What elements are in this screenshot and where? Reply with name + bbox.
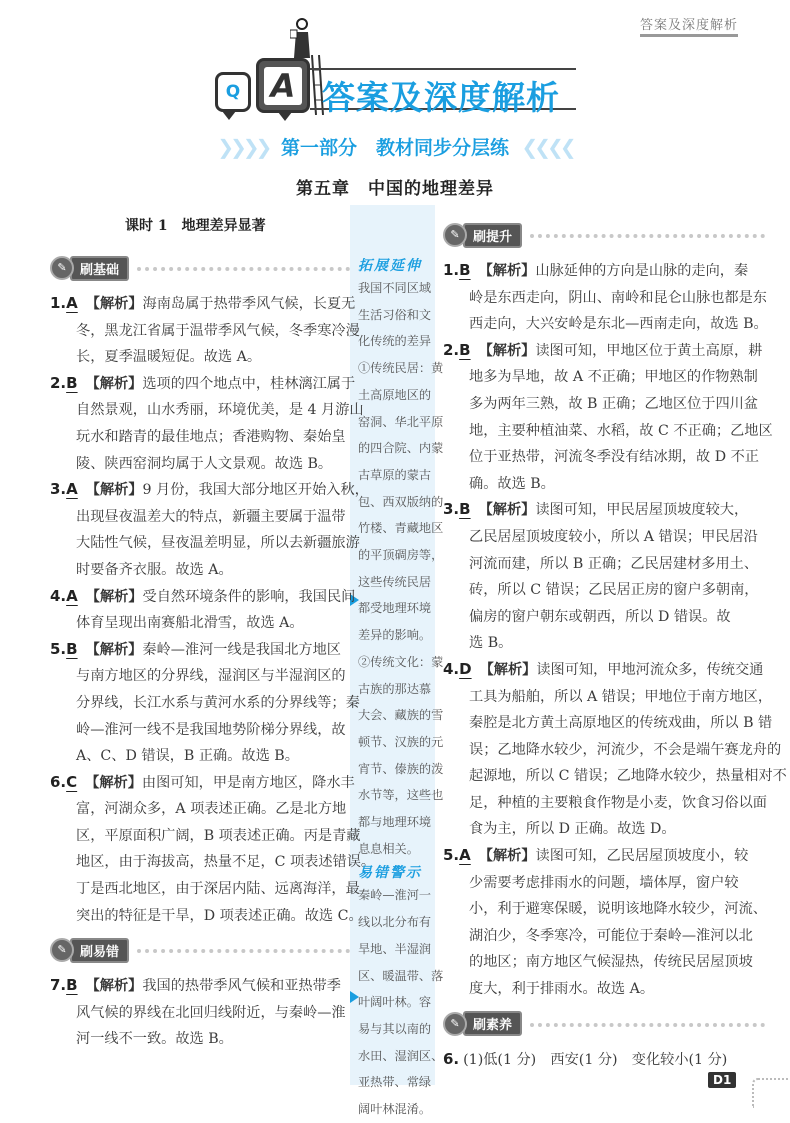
sidebar-line: 窑洞、华北平原 xyxy=(358,414,444,429)
chevron-left-icon: ❮❮❮❮ xyxy=(515,135,573,159)
answer-line xyxy=(443,949,765,976)
sidebar-line: 叶阔叶林。容 xyxy=(358,995,432,1010)
reader-figure-icon xyxy=(290,18,312,58)
answer-line xyxy=(443,604,765,631)
answer-item xyxy=(50,291,360,371)
answer-line xyxy=(50,451,350,478)
answer-line xyxy=(50,477,369,504)
chapter-title: 第五章 中国的地理差异 xyxy=(296,179,494,199)
answer-line xyxy=(50,371,356,398)
speech-tail-icon xyxy=(222,111,236,120)
answer-line xyxy=(50,557,350,584)
answer-line xyxy=(443,497,765,524)
answer-item xyxy=(50,477,369,583)
sidebar-line: 化传统的差异 xyxy=(358,334,432,349)
answer-line xyxy=(443,258,765,285)
line-text: 误；乙地降水较少，河流少，不会是端午赛龙舟的 xyxy=(469,741,782,758)
section-tag xyxy=(443,1013,765,1035)
sidebar-line: 古族的那达慕 xyxy=(358,681,432,696)
answer-line xyxy=(443,364,765,391)
line-text: 起源地，所以 C 错误；乙地降水较少，热量相对不 xyxy=(469,768,787,785)
sidebar-line: 易与其以南的 xyxy=(358,1021,432,1036)
answer-line xyxy=(50,770,355,797)
sidebar-line: 水田、湿润区、 xyxy=(358,1048,444,1063)
section-tag-label: 刷素养 xyxy=(463,1011,522,1036)
answer-letter: D xyxy=(459,659,472,678)
line-text: 读图可知，甲地河流众多，传统交通 xyxy=(536,661,764,678)
analysis-label: 【解析】 xyxy=(478,502,536,519)
sidebar-line: 的平顶碉房等， xyxy=(358,548,444,563)
answer-line xyxy=(443,763,787,790)
answer-item xyxy=(443,338,773,498)
answer-line xyxy=(50,690,360,717)
line-text: 读图可知，乙民居屋顶坡度小，较 xyxy=(535,848,749,865)
answer-line xyxy=(443,338,765,365)
answer-letter: B xyxy=(66,373,78,392)
line-text: 突出的特征是干旱，D 项表述正确。故选 C。 xyxy=(76,907,363,924)
sidebar-line: 区、暖温带、落 xyxy=(358,968,444,983)
answer-item xyxy=(50,584,356,637)
line-text: 工具为船舶，所以 A 错误；甲地位于南方地区， xyxy=(469,688,773,705)
running-header: 答案及深度解析 xyxy=(640,14,738,37)
answer-letter: B xyxy=(459,340,471,359)
notebook-icon: ✎ xyxy=(443,223,467,247)
line-text: 我国的热带季风气候和亚热带季 xyxy=(142,978,341,995)
line-text: 大陆性气候，昼夜温差明显，所以去新疆旅游 xyxy=(76,535,360,552)
answer-line xyxy=(50,717,350,744)
line-text: 选项的四个地点中，桂林漓江属于 xyxy=(142,375,356,392)
line-text: 丁是西北地区，由于深居内陆、远离海洋，最 xyxy=(76,881,360,898)
answer-item xyxy=(443,843,765,1003)
sidebar-line: 差异的影响。 xyxy=(358,628,432,643)
line-text: 读图可知，甲地区位于黄土高原，耕 xyxy=(535,342,763,359)
answer-letter: C xyxy=(66,772,78,791)
line-text: 受自然环境条件的影响，我国民间 xyxy=(142,588,356,605)
line-text: 多为两年三熟，故 B 正确；乙地区位于四川盆 xyxy=(469,395,759,412)
line-text: 地，主要种植油菜、水稻，故 C 不正确；乙地区 xyxy=(469,422,773,439)
answer-line xyxy=(443,311,768,338)
line-text: 岭—淮河一线不是我国地势阶梯分界线，故 xyxy=(76,721,346,738)
answer-item xyxy=(443,258,768,338)
line-text: 小，利于避寒保暖，说明该地降水较少，河流、 xyxy=(469,901,767,918)
line-text: 由图可知，甲是南方地区，降水丰 xyxy=(141,774,355,791)
section-tag xyxy=(50,257,350,279)
sidebar-heading: 拓展延伸 xyxy=(358,258,422,274)
sidebar-line: 息息相关。 xyxy=(358,841,419,856)
answer-line xyxy=(443,870,765,897)
line-text: 区，平原面积广阔，B 项表述正确。丙是青藏 xyxy=(76,827,361,844)
line-text: 位于亚热带，河流冬季没有结冰期，故 D 不正 xyxy=(469,449,759,466)
line-text: 出现昼夜温差大的特点，新疆主要属于温带 xyxy=(76,508,346,525)
line-text: 读图可知，甲民居屋顶坡度较大， xyxy=(535,502,749,519)
answer-letter: B xyxy=(459,261,471,279)
line-text: 体育呈现出南赛船北滑雪，故选 A。 xyxy=(76,615,304,632)
answer-line xyxy=(443,923,765,950)
line-text: 9 月份，我国大部分地区开始入秋， xyxy=(142,482,369,499)
dotted-divider xyxy=(530,1023,765,1027)
sidebar-line: ②传统文化：蒙 xyxy=(358,654,444,669)
item-number: 3. xyxy=(50,480,67,499)
line-text: 地多为旱地，故 A 不正确；甲地区的作物熟制 xyxy=(469,369,758,386)
answer-line xyxy=(50,504,350,531)
answer-item xyxy=(50,637,360,770)
sidebar-line: 大会、藏族的雪 xyxy=(358,708,444,723)
logo-a-bubble xyxy=(256,58,310,113)
answer-item xyxy=(443,497,765,657)
item-number: 5. xyxy=(50,639,67,658)
answer-line xyxy=(443,418,773,445)
line-text: 乙民居屋顶坡度较小，所以 A 错误；甲民居沿 xyxy=(469,528,758,545)
line-text: 风气候的界线在北回归线附近，与秦岭—淮 xyxy=(76,1004,346,1021)
logo-q-bubble xyxy=(215,72,251,112)
line-text: 富，河湖众多，A 项表述正确。乙是北方地 xyxy=(76,801,347,818)
line-text: 确。故选 B。 xyxy=(469,475,555,492)
line-text: 的地区；南方地区气候湿热，传统民居屋顶坡 xyxy=(469,954,753,971)
section-tag-label: 刷基础 xyxy=(70,256,129,281)
answer-letter: A xyxy=(459,846,471,865)
sidebar-line: 亚热带、常绿 xyxy=(358,1075,432,1090)
line-text: 与南方地区的分界线，湿润区与半湿润区的 xyxy=(76,668,346,685)
answer-line xyxy=(50,397,364,424)
line-text: 玩水和踏青的最佳地点；香港购物、秦始皇 xyxy=(76,428,346,445)
sidebar-line: 水节等，这些也 xyxy=(358,788,444,803)
sidebar-line: 顿节、汉族的元 xyxy=(358,734,444,749)
sidebar-notes xyxy=(358,255,444,1123)
line-text: 岭是东西走向，阴山、南岭和昆仑山脉也都是东 xyxy=(469,289,767,306)
line-text: 少需要考虑排雨水的问题，墙体厚，窗户较 xyxy=(469,874,739,891)
line-text: 秦腔是北方黄土高原地区的传统戏曲，所以 B 错 xyxy=(469,715,773,732)
answer-line xyxy=(50,318,360,345)
analysis-label: 【解析】 xyxy=(85,296,143,312)
answer-line xyxy=(50,637,350,664)
sidebar-line: 土高原地区的 xyxy=(358,387,432,402)
line-text: A、C、D 错误，B 正确。故选 B。 xyxy=(76,748,299,765)
item-number: 7. xyxy=(50,976,67,995)
item-number: 5. xyxy=(443,846,460,865)
answer-letter: B xyxy=(66,976,78,995)
answer-line xyxy=(50,1026,350,1053)
item-number: 1. xyxy=(443,261,460,279)
analysis-label: 【解析】 xyxy=(85,774,142,791)
answer-item xyxy=(443,657,787,843)
sidebar-line: 秦岭—淮河一 xyxy=(358,888,432,903)
line-text: 偏房的窗户朝东或朝西，所以 D 错误。故 xyxy=(469,608,731,625)
line-text: 河流而建，所以 B 正确；乙民居建材多用土、 xyxy=(469,555,759,572)
sidebar-line: 阔叶林混淆。 xyxy=(358,1102,432,1117)
sidebar-line: 古草原的蒙古 xyxy=(358,467,432,482)
sidebar-line: 这些传统民居 xyxy=(358,574,432,589)
sidebar-line: 旱地、半湿润 xyxy=(358,941,432,956)
answer-letter: A xyxy=(66,586,78,605)
answer-line xyxy=(50,610,350,637)
sidebar-line: ①传统民居：黄 xyxy=(358,361,444,376)
answer-line xyxy=(50,973,350,1000)
answer-letter: A xyxy=(66,480,78,499)
answer-line xyxy=(50,424,350,451)
answer-line xyxy=(50,530,360,557)
item-number: 4. xyxy=(50,586,67,605)
line-text: 地区，由于海拔高，热量不足，C 项表述错误。 xyxy=(76,854,376,871)
speech-tail-icon xyxy=(278,112,292,121)
analysis-label: 【解析】 xyxy=(85,588,143,605)
logo-q-letter: Q xyxy=(225,82,241,102)
analysis-label: 【解析】 xyxy=(85,375,143,392)
logo-a-letter: A xyxy=(264,67,302,105)
analysis-label: 【解析】 xyxy=(478,848,536,865)
sidebar-line: 我国不同区域 xyxy=(358,281,432,295)
line-text: 长，夏季温暖短促。故选 A。 xyxy=(76,349,262,366)
part-title-row xyxy=(0,133,790,160)
answer-line xyxy=(443,391,765,418)
chevron-right-icon: ❯❯❯❯ xyxy=(217,135,275,159)
answer-line xyxy=(443,630,765,657)
answer-line xyxy=(50,584,356,611)
answer-line xyxy=(443,816,765,843)
line-text: 山脉延伸的方向是山脉的走向，秦 xyxy=(535,263,749,279)
right-column xyxy=(443,224,787,1073)
item-number: 6. xyxy=(443,1049,460,1068)
answer-line xyxy=(50,743,350,770)
part-title: 第一部分 教材同步分层练 xyxy=(280,137,509,159)
answer-line xyxy=(443,444,765,471)
sidebar-line: 线以北分布有 xyxy=(358,915,432,930)
answer-item xyxy=(50,371,364,477)
main-title: 答案及深度解析 xyxy=(322,78,560,117)
title-rule-top xyxy=(310,68,576,70)
sidebar-line: 的四合院、内蒙 xyxy=(358,441,444,456)
section-tag-label: 刷易错 xyxy=(70,938,129,963)
line-text: 度大，利于排雨水。故选 A。 xyxy=(469,981,655,998)
line-text: 西走向，大兴安岭是东北—西南走向，故选 B。 xyxy=(469,316,768,333)
answer-line xyxy=(50,291,356,318)
line-text: 陵、陕西窑洞均属于人文景观。故选 B。 xyxy=(76,455,333,472)
answer-line xyxy=(443,737,782,764)
line-text: 食为主，所以 D 正确。故选 D。 xyxy=(469,821,676,838)
line-text: 选 B。 xyxy=(469,635,513,652)
sidebar-line: 都与地理环境 xyxy=(358,815,432,830)
answer-item xyxy=(50,770,376,930)
item-number: 4. xyxy=(443,659,460,678)
sidebar-line: 都受地理环境 xyxy=(358,601,432,616)
line-text: 自然景观，山水秀丽，环境优美，是 4 月游山 xyxy=(76,402,364,419)
section-tag xyxy=(443,224,765,246)
analysis-label: 【解析】 xyxy=(85,641,143,658)
lesson-title: 课时 1 地理差异显著 xyxy=(125,218,266,234)
answer-line xyxy=(443,790,765,817)
answer-letter: B xyxy=(66,639,78,658)
line-text: (1)低(1 分) 西安(1 分) 变化较小(1 分) xyxy=(463,1051,728,1068)
sidebar-line: 宵节、傣族的泼 xyxy=(358,761,444,776)
item-number: 6. xyxy=(50,772,67,791)
corner-decoration xyxy=(752,1078,790,1108)
answer-line xyxy=(50,796,350,823)
answer-line xyxy=(443,843,765,870)
answer-line xyxy=(50,1000,350,1027)
left-column xyxy=(50,257,376,1053)
analysis-label: 【解析】 xyxy=(478,263,536,279)
analysis-label: 【解析】 xyxy=(478,342,536,359)
analysis-label: 【解析】 xyxy=(85,482,143,499)
item-number: 2. xyxy=(50,373,67,392)
answer-line xyxy=(50,849,376,876)
dotted-divider xyxy=(137,949,350,953)
line-text: 秦岭—淮河一线是我国北方地区 xyxy=(142,641,341,658)
answer-line xyxy=(443,657,765,684)
line-text: 冬，黑龙江省属于温带季风气候，冬季寒冷漫 xyxy=(76,322,360,339)
answer-line xyxy=(443,976,765,1003)
answer-line xyxy=(50,823,361,850)
answer-line xyxy=(443,684,773,711)
answer-item xyxy=(50,973,350,1053)
answer-line xyxy=(443,577,765,604)
answer-item xyxy=(443,1047,765,1074)
answer-line xyxy=(443,1047,765,1074)
sidebar-line: 竹楼、青藏地区 xyxy=(358,521,444,536)
dotted-divider xyxy=(137,267,350,271)
notebook-icon: ✎ xyxy=(50,256,74,280)
analysis-label: 【解析】 xyxy=(479,661,537,678)
section-tag xyxy=(50,939,350,961)
answer-line xyxy=(50,663,350,690)
answer-line xyxy=(443,551,765,578)
line-text: 砖，所以 C 错误；乙民居正房的窗户多朝南， xyxy=(469,582,759,599)
answer-line xyxy=(50,876,360,903)
analysis-label: 【解析】 xyxy=(85,978,143,995)
item-number: 2. xyxy=(443,340,460,359)
line-text: 河一线不一致。故选 B。 xyxy=(76,1031,233,1048)
answer-letter: B xyxy=(459,500,471,519)
answer-line xyxy=(443,524,765,551)
line-text: 分界线，长江水系与黄河水系的分界线等；秦 xyxy=(76,694,360,711)
line-text: 足，种植的主要粮食作物是小麦，饮食习俗以面 xyxy=(469,794,767,811)
line-text: 海南岛属于热带季风气候，长夏无 xyxy=(142,296,356,312)
answer-letter: A xyxy=(66,294,78,312)
answer-line xyxy=(443,471,765,498)
line-text: 时要备齐衣服。故选 A。 xyxy=(76,561,233,578)
sidebar-line: 生活习俗和文 xyxy=(358,307,432,322)
line-text: 湖泊少，冬季寒冷，可能位于秦岭—淮河以北 xyxy=(469,927,753,944)
sidebar-heading: 易错警示 xyxy=(358,865,422,882)
answer-line xyxy=(443,896,765,923)
notebook-icon: ✎ xyxy=(50,938,74,962)
answer-line xyxy=(443,710,773,737)
page-number: D1 xyxy=(708,1072,736,1088)
dotted-divider xyxy=(530,234,765,238)
section-tag-label: 刷提升 xyxy=(463,223,522,248)
sidebar-line: 包、西双版纳的 xyxy=(358,494,444,509)
notebook-icon: ✎ xyxy=(443,1012,467,1036)
answer-line xyxy=(50,344,350,371)
item-number: 3. xyxy=(443,500,460,519)
answer-line xyxy=(50,903,363,930)
item-number: 1. xyxy=(50,294,67,312)
answer-line xyxy=(443,285,765,312)
